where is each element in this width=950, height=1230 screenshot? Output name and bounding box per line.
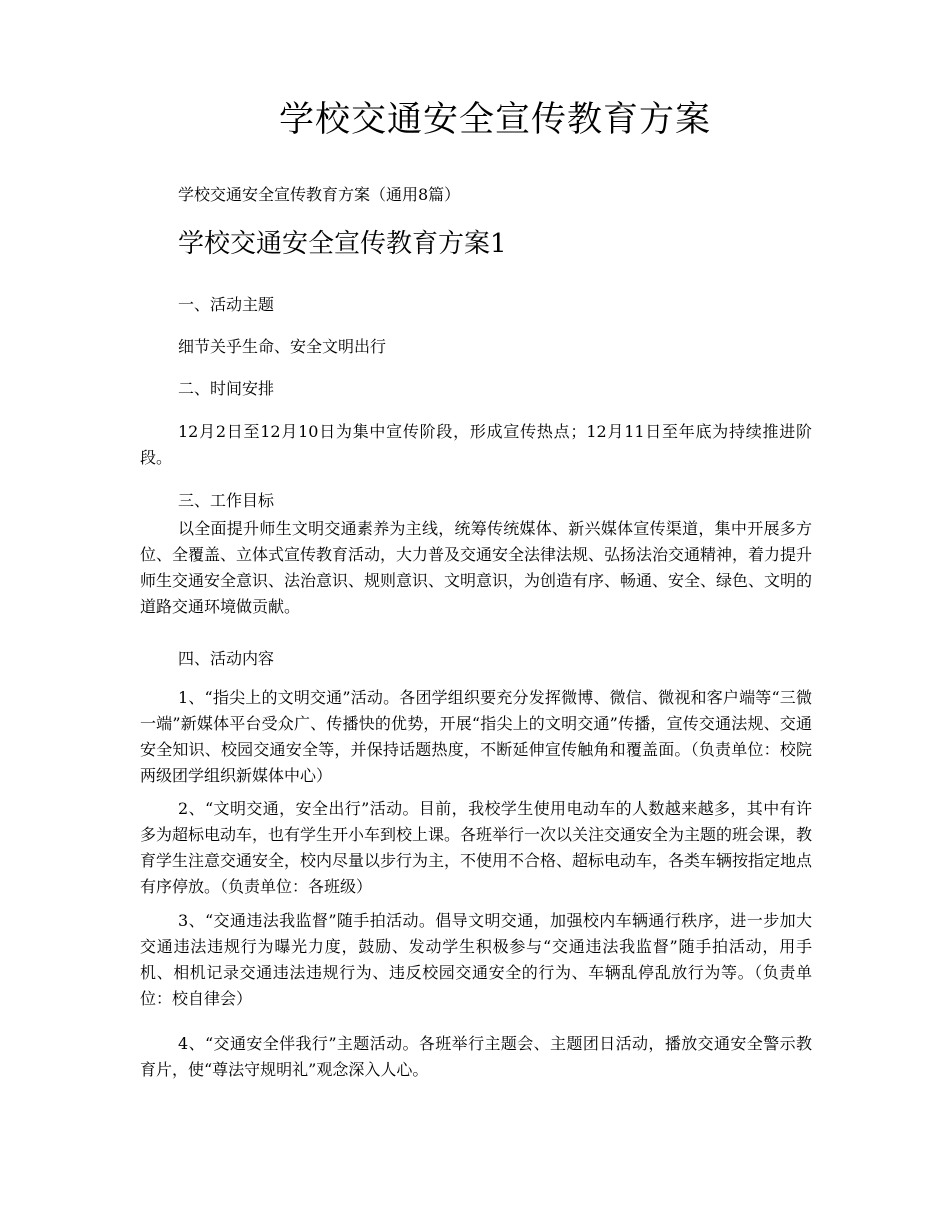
heading-schedule: 二、时间安排 bbox=[178, 379, 275, 398]
activity-item-4: 4、“交通安全伴我行”主题活动。各班举行主题会、主题团日活动，播放交通安全警示教育片，使“尊法守规明礼”观念深入人心。 bbox=[140, 1034, 812, 1079]
document-subtitle: 学校交通安全宣传教育方案（通用8篇） bbox=[178, 185, 461, 204]
section-heading: 学校交通安全宣传教育方案1 bbox=[178, 229, 507, 259]
schedule-text: 12月2日至12月10日为集中宣传阶段，形成宣传热点；12月11日至年底为持续推进阶段。 bbox=[140, 422, 812, 467]
activity-item-3: 3、“交通违法我监督”随手拍活动。倡导文明交通，加强校内车辆通行秩序，进一步加大交通违法违规行为曝光力度，鼓励、发动学生积极参与“交通违法我监督”随手拍活动，用手机、相机记录交通违法违规行为、违反校园交通安全的行为、车辆乱停乱放行为等。（负责单位：校自律会） bbox=[140, 911, 812, 1008]
activity-theme-text: 细节关乎生命、安全文明出行 bbox=[178, 337, 387, 356]
heading-activity-theme: 一、活动主题 bbox=[178, 295, 275, 314]
activity-item-2: 2、“文明交通，安全出行”活动。目前，我校学生使用电动车的人数越来越多，其中有许多为超标电动车，也有学生开小车到校上课。各班举行一次以关注交通安全为主题的班会课，教育学生注意交通安全，校内尽量以步行为主，不使用不合格、超标电动车，各类车辆按指定地点有序停放。（负责单位：各班级） bbox=[140, 799, 813, 896]
document-title: 学校交通安全宣传教育方案 bbox=[278, 100, 711, 140]
activity-item-1: 1、“指尖上的文明交通”活动。各团学组织要充分发挥微博、微信、微视和客户端等“三微一端”新媒体平台受众广、传播快的优势，开展“指尖上的文明交通”传播，宣传交通法规、交通安全知识、校园交通安全等，并保持话题热度，不断延伸宣传触角和覆盖面。（负责单位：校院两级团学组织新媒体中心） bbox=[140, 688, 812, 785]
goals-text: 以全面提升师生文明交通素养为主线，统筹传统媒体、新兴媒体宣传渠道，集中开展多方位、全覆盖、立体式宣传教育活动，大力普及交通安全法律法规、弘扬法治交通精神，着力提升师生交通安全意识、法治意识、规则意识、文明意识，为创造有序、畅通、安全、绿色、文明的道路交通环境做贡献。 bbox=[140, 519, 813, 616]
heading-activity-content: 四、活动内容 bbox=[178, 649, 275, 668]
heading-goals: 三、工作目标 bbox=[178, 491, 275, 510]
